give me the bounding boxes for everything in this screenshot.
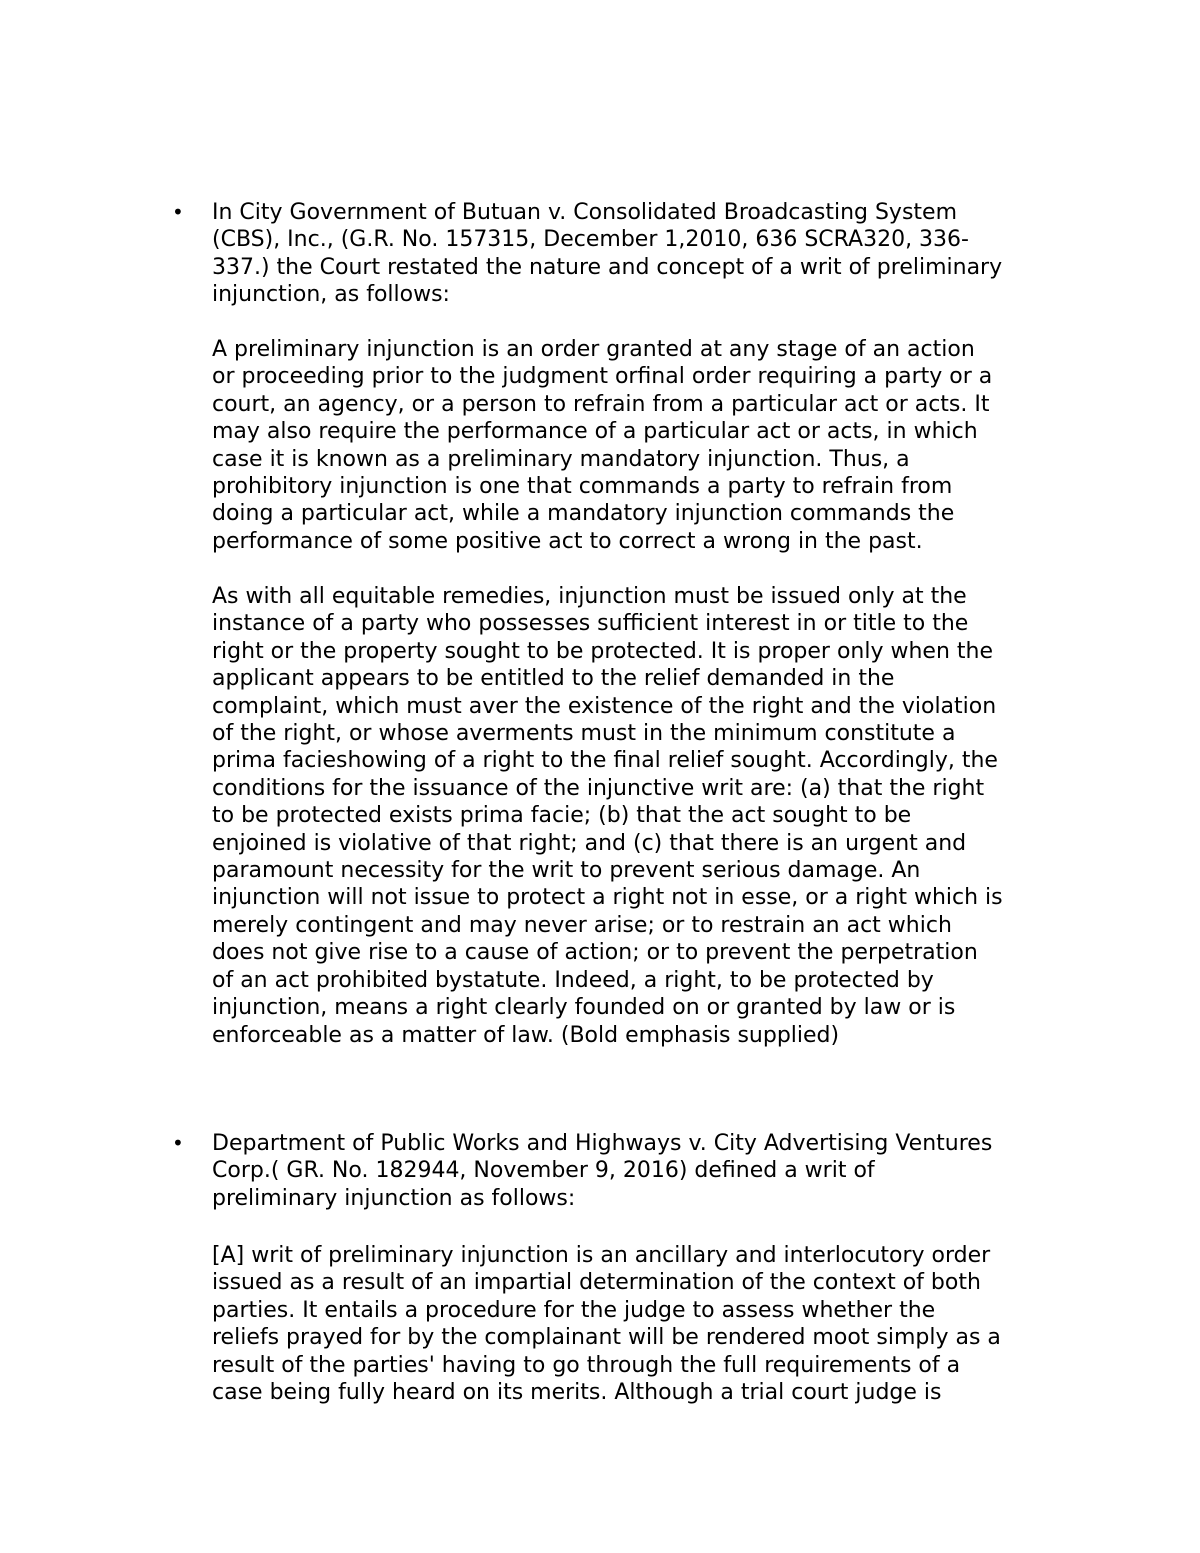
bullet-icon: • — [172, 1131, 184, 1155]
block-quote-paragraph: [A] writ of preliminary injunction is an ancillary and interlocutory order issued as a result of an impartial determination of the context of both parties. It entails a procedure for the judge to assess whether the reliefs prayed for by the complainant will be rendered moot simply as a result of the parties' having to go through the full requirements of a case being fully heard on its merits. Although a trial court judge is — [212, 1243, 1001, 1406]
block-quote-paragraph: A preliminary injunction is an order granted at any stage of an action or proceeding prior to the judgment orfinal order requiring a party or a court, an agency, or a person to refrain from a particular act or acts. It may also require the performance of a particular act or acts, in which case it is known as a preliminary mandatory injunction. Thus, a prohibitory injunction is one that commands a party to refrain from doing a particular act, while a mandatory injunction commands the performance of some positive act to correct a wrong in the past. — [212, 337, 993, 554]
case-citation-paragraph: Department of Public Works and Highways v. City Advertising Ventures Corp.( GR. No. 182944, November 9, 2016) defined a writ of preliminary injunction as follows: — [212, 1131, 993, 1211]
case-citation-paragraph: In City Government of Butuan v. Consolidated Broadcasting System (CBS), Inc., (G.R. No. 157315, December 1,2010, 636 SCRA320, 336- 337.) the Court restated the nature and concept of a writ of preliminary injunction, as follows: — [212, 200, 1003, 308]
block-quote-paragraph: As with all equitable remedies, injunction must be issued only at the instance of a party who possesses sufficient interest in or title to the right or the property sought to be protected. It is proper only when the applicant appears to be entitled to the relief demanded in the complaint, which must aver the existence of the right and the violation of the right, or whose averments must in the minimum constitute a prima facieshowing of a right to the final relief sought. Accordingly, the conditions for the issuance of the injunctive writ are: (a) that the right to be protected exists prima facie; (b) that the act sought to be enjoined is violative of that right; and (c) that there is an urgent and paramount necessity for the writ to prevent serious damage. An injunction will not issue to protect a right not in esse, or a right which is merely contingent and may never arise; or to restrain an act which does not give rise to a cause of action; or to prevent the perpetration of an act prohibited bystatute. Indeed, a right, to be protected by injunction, means a right clearly founded on or granted by law or is enforceable as a matter of law. (Bold emphasis supplied) — [212, 584, 1003, 1048]
bullet-icon: • — [172, 200, 184, 224]
